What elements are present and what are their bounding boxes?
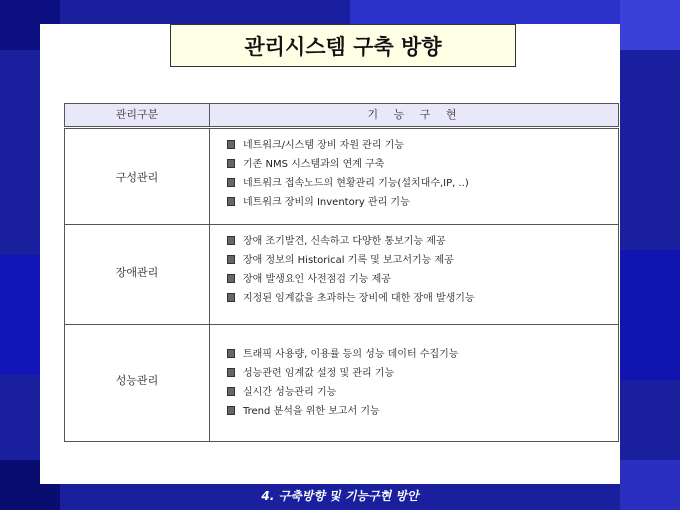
list-item: 네트워크 장비의 Inventory 관리 기능 [227,193,469,212]
list-item: 네트워크/시스템 장비 자원 관리 기능 [227,136,469,155]
table-header [64,103,619,127]
row-category: 성능관리 [115,374,159,387]
list-item: 네트워크 접속노드의 현황관리 기능(설치대수,IP, ..) [227,174,469,193]
list-item: 기존 NMS 시스템과의 연계 구축 [227,155,469,174]
list-item: 트래픽 사용량, 이용률 등의 성능 데이터 수집기능 [227,345,458,364]
row-category: 구성관리 [115,171,159,184]
column-divider [209,129,210,441]
feature-table [64,128,619,442]
row-category: 장애관리 [115,266,159,279]
row-divider [65,324,618,325]
header-features: 기 능 구 현 [209,104,620,126]
bg-block [620,0,680,50]
slide-title: 관리시스템 구축 방향 [170,24,516,67]
list-item: 장애 발생요인 사전점검 기능 제공 [227,270,475,289]
header-category: 관리구분 [115,108,159,121]
list-item: 장애 정보의 Historical 기록 및 보고서기능 제공 [227,251,475,270]
list-item: 장애 조기발견, 신속하고 다양한 통보기능 제공 [227,232,475,251]
bg-block [620,250,680,380]
list-item: 실시간 성능관리 기능 [227,383,458,402]
list-item: 성능관련 임계값 설정 및 관리 기능 [227,364,458,383]
bg-block [350,0,620,24]
feature-list [227,232,475,308]
feature-list [227,345,458,421]
bg-block [0,255,40,375]
feature-list [227,136,469,212]
list-item: 지정된 임계값을 초과하는 장비에 대한 장애 발생기능 [227,289,475,308]
row-divider [65,224,618,225]
slide-footer: 4. 구축방향 및 기능구현 방안 [261,489,419,503]
list-item: Trend 분석을 위한 보고서 기능 [227,402,458,421]
